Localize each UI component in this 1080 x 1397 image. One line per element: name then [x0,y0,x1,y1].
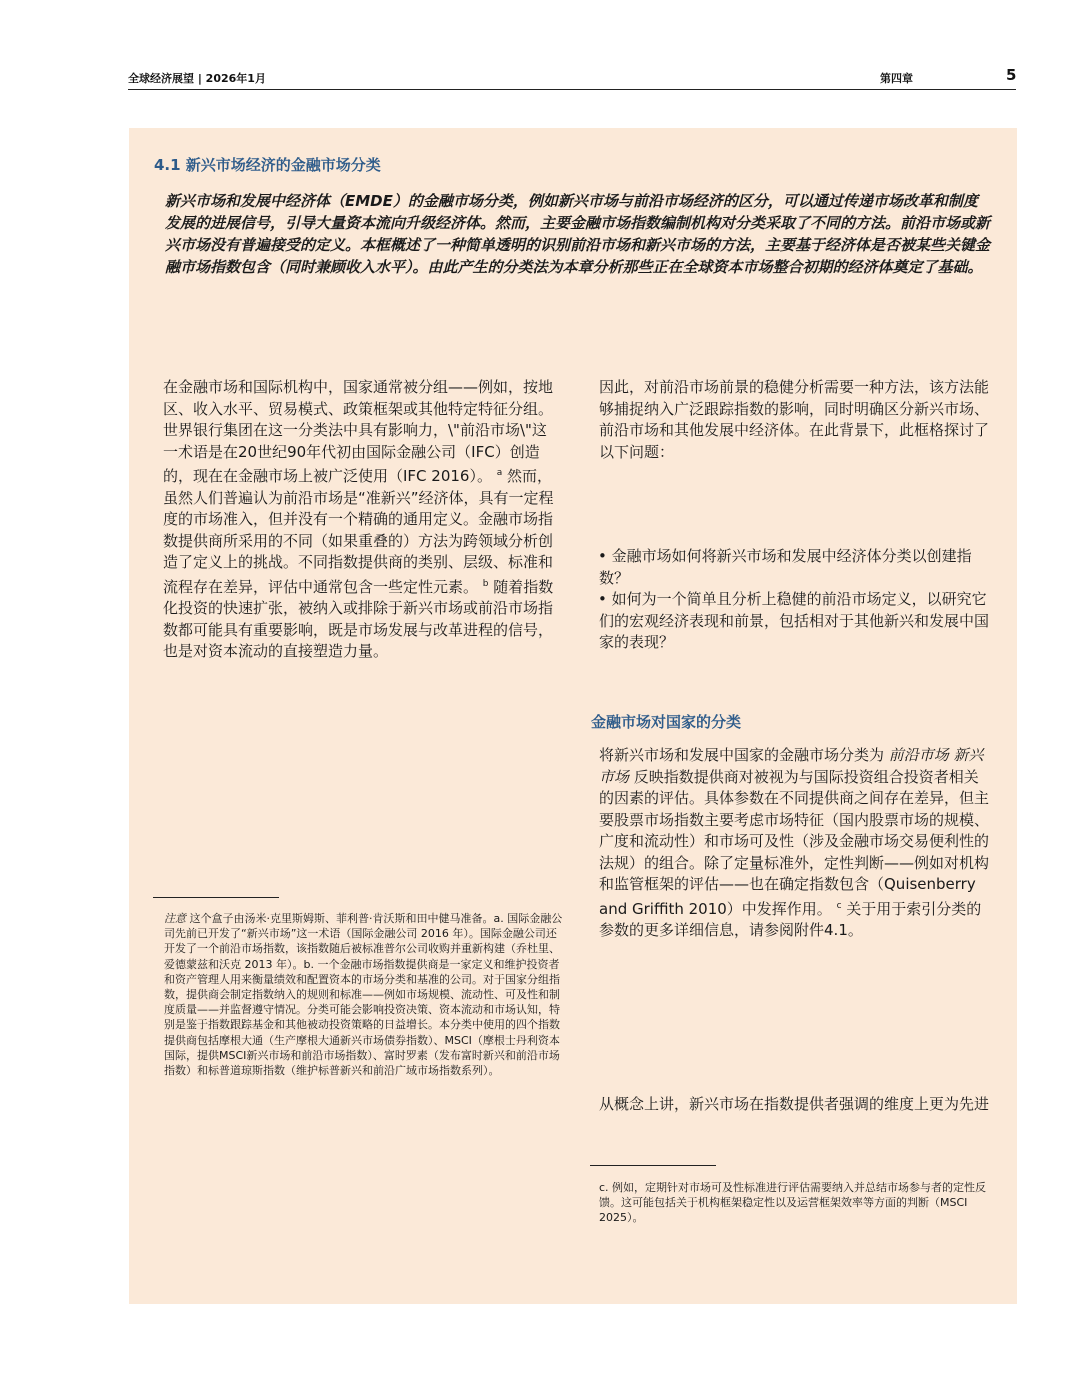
para-part-b: 然而，虽然人们普遍认为前沿市场是“准新兴”经济体，具有一定程度的市场准入，但并没有一个精确的通用定义。金融市场指数提供商所采用的不同（如果重叠的）方法为跨领域分析创造了定义上的挑战。不同指数提供商的类别、层级、标准和流程存在差异，评估中通常包含一些定性元素。 [163,467,554,596]
list-item: • 如何为一个简单且分析上稳健的前沿市场定义，以研究它们的宏观经济表现和前景，包括相对于其他新兴和发展中国家的表现？ [598,590,990,651]
chapter-label: 第四章 [880,72,913,85]
footnote-ref-a: a [496,468,503,478]
sec-text-post: 反映指数提供商对被视为与国际投资组合投资者相关的因素的评估。具体参数在不同提供商之间存在差异，但主要股票市场指数主要考虑市场特征（国内股票市场的规模、广度和流动性）和市场可及性（涉及金融市场交易便利性的法规）的组合。除了定量标准外，定性判断——例如对机构和监管框架的评估——也在确定指数包含（Quisenberry and Griffith 2010）中发挥作用。 [599,767,990,918]
list-item: • 金融市场如何将新兴市场和发展中经济体分类以创建指数？ [598,547,972,587]
right-column-paragraph: 因此，对前沿市场前景的稳健分析需要一种方法，该方法能够捕捉纳入广泛跟踪指数的影响，同时明确区分新兴市场、前沿市场和其他发展中经济体。在此背景下，此框格探讨了以下问题： [599,378,990,461]
footnote-divider [153,897,279,898]
footnote-ref-b: b [482,578,489,589]
para-part-c: 随着指数化投资的快速扩张，被纳入或排除于新兴市场或前沿市场指数都可能具有重要影响，既是市场发展与改革进程的信号，也是对资本流动的直接塑造力量。 [163,577,554,660]
note-label: 注意 [164,912,186,925]
footnote-c: c. 例如，定期针对市场可及性标准进行评估需要纳入并总结市场参与者的定性反馈。这可能包括关于机构框架稳定性以及运营框架效率等方面的判断（MSCI 2025）。 [599,1181,987,1225]
box-intro: 新兴市场和发展中经济体（EMDE）的金融市场分类，例如新兴市场与前沿市场经济的区分，可以通过传递市场改革和制度发展的进展信号，引导大量资本流向升级经济体。然而，主要金融市场指数编制机构对分类采取了不同的方法。前沿市场或新兴市场没有普遍接受的定义。本框概述了一种简单透明的识别前沿市场和新兴市场的方法，主要基于经济体是否被某些关键金融市场指数包含（同时兼顾收入水平）。由此产生的分类法为本章分析那些正在全球资本市场整合初期的经济体奠定了基础。 [165,192,991,276]
question-list [599,546,991,654]
sec-text-emphasis: 前沿市场 新兴市场 [599,746,984,786]
para-part-a: 在金融市场和国际机构中，国家通常被分组——例如，按地区、收入水平、贸易模式、政策框架或其他特定特征分组。世界银行集团在这一分类法中具有影响力，\"前沿市场\"这一术语是在20世纪90年代初由国际金融公司（IFC）创造的，现在在金融市场上被广泛使用（IFC 2016）。 [163,378,554,485]
header-divider [128,89,1016,90]
section-heading: 金融市场对国家的分类 [591,713,742,731]
classification-paragraph [599,745,991,942]
publication-header: 全球经济展望 | 2026年1月 [128,72,266,85]
box-title: 4.1 新兴市场经济的金融市场分类 [154,156,381,174]
footnote-note [164,911,564,1078]
note-text: 这个盒子由汤米·克里斯姆斯、菲利普·肯沃斯和田中健马准备。a. 国际金融公司先前已开发了“新兴市场”这一术语（国际金融公司 2016 年）。国际金融公司还开发了一个前沿市场指数，该指数随后被标准普尔公司收购并重新构建（乔杜里、爱德蒙兹和沃克 2013 年）。b. 一个金融市场指数提供商是一家定义和维护投资者和资产管理人用来衡量绩效和配置资本的市场分类和基准的公司。对于国家分组指数，提供商会制定指数纳入的规则和标准——例如市场规模、流动性、可及性和制度质量——并监督遵守情况。分类可能会影响投资决策、资本流动和市场认知，特别是鉴于指数跟踪基金和其他被动投资策略的日益增长。本分类中使用的四个指数提供商包括摩根大通（生产摩根大通新兴市场债券指数）、MSCI（摩根士丹利资本国际，提供MSCI新兴市场和前沿市场指数）、富时罗素（发布富时新兴和前沿市场指数）和标普道琼斯指数（维护标普新兴和前沿广域市场指数系列）。 [164,912,563,1078]
left-column-paragraph [163,377,555,663]
sec-text-tail: 关于用于索引分类的参数的更多详细信息，请参阅附件4.1。 [599,899,982,939]
footnote-divider [590,1165,716,1166]
closing-paragraph: 从概念上讲，新兴市场在指数提供者强调的维度上更为先进 [599,1095,990,1113]
box-background [129,128,1017,1304]
footnote-ref-c: c [836,900,842,911]
sec-text-pre: 将新兴市场和发展中国家的金融市场分类为 [599,746,889,764]
page-number: 5 [1006,66,1017,84]
